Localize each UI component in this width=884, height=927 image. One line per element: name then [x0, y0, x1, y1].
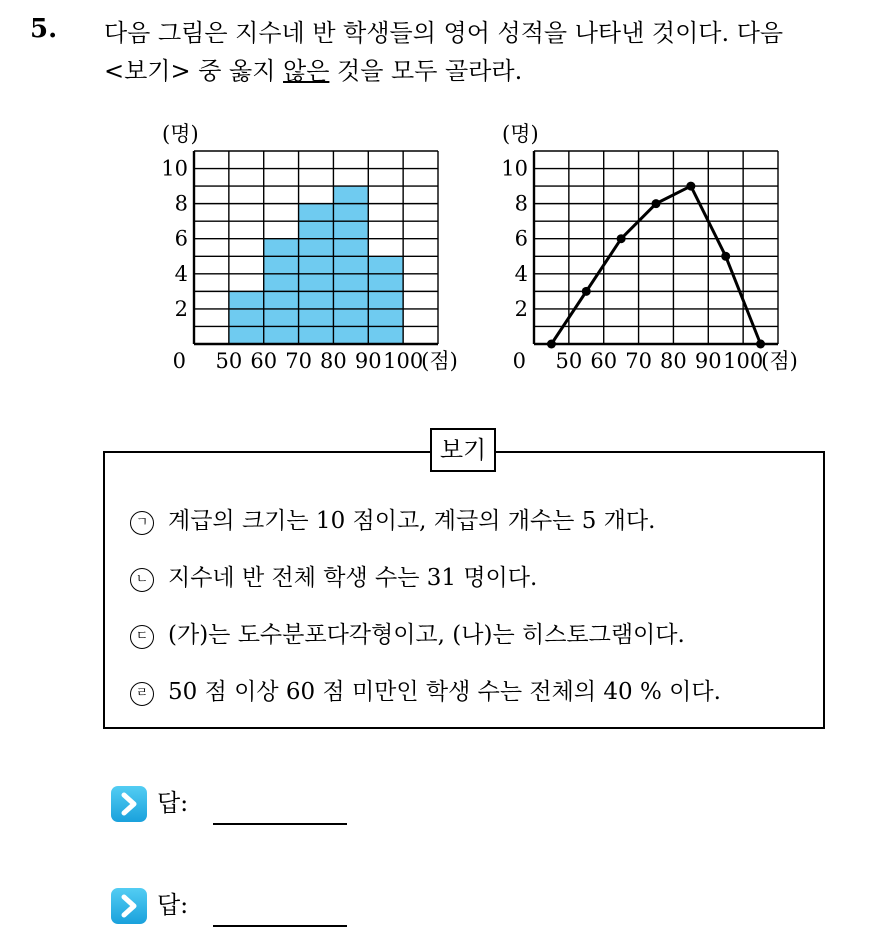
option-d-text: 50 점 이상 60 점 미만인 학생 수는 전체의 40 % 이다.	[168, 679, 721, 705]
option-c	[130, 616, 685, 649]
option-d	[130, 673, 721, 706]
x-tick-label: 70	[285, 349, 312, 373]
option-b	[130, 559, 537, 592]
x-unit-label: (점)	[761, 349, 798, 373]
polygon-line	[551, 186, 760, 344]
x-tick-label: 60	[250, 349, 278, 373]
y-tick-label: 8	[514, 191, 528, 216]
y-tick-label: 2	[514, 296, 528, 321]
option-d-marker: ㄹ	[130, 682, 154, 706]
chevron-right-icon	[111, 888, 147, 924]
histogram-bar	[368, 256, 403, 344]
frequency-polygon-chart	[490, 115, 830, 385]
question-line-2	[104, 52, 874, 90]
x-tick-label: 60	[590, 349, 618, 373]
data-point	[686, 182, 695, 191]
x-tick-label: 100	[723, 349, 764, 373]
y-tick-label: 6	[514, 226, 528, 251]
charts-area	[150, 115, 850, 385]
y-tick-label: 8	[174, 191, 188, 216]
histogram-bar	[229, 291, 264, 344]
option-c-marker: ㄷ	[130, 625, 154, 649]
question-stem	[104, 14, 874, 90]
y-unit-label: (명)	[502, 122, 539, 146]
data-point	[617, 234, 626, 243]
x-unit-label: (점)	[421, 349, 458, 373]
underlined-keyword: 않은	[283, 57, 330, 85]
x-tick-label: 70	[625, 349, 652, 373]
data-point	[756, 340, 765, 349]
origin-label: 0	[172, 349, 186, 373]
answer-row-2	[111, 886, 411, 926]
x-tick-label: 90	[354, 349, 382, 373]
y-tick-label: 2	[174, 296, 188, 321]
y-tick-label: 4	[174, 261, 188, 286]
answer-row-1	[111, 784, 411, 824]
x-tick-label: 50	[215, 349, 243, 373]
y-tick-label: 10	[161, 156, 188, 181]
question-line-1: 다음 그림은 지수네 반 학생들의 영어 성적을 나타낸 것이다. 다음	[104, 19, 784, 47]
bogi-title: 보기	[430, 428, 496, 472]
x-tick-label: 80	[320, 349, 347, 373]
data-point	[547, 340, 556, 349]
x-tick-label: 90	[694, 349, 722, 373]
y-unit-label: (명)	[162, 122, 199, 146]
option-c-text: (가)는 도수분포다각형이고, (나)는 히스토그램이다.	[168, 622, 685, 648]
y-tick-label: 10	[501, 156, 528, 181]
question-line-2-pre: <보기> 중 옳지	[104, 57, 284, 85]
option-b-text: 지수네 반 전체 학생 수는 31 명이다.	[168, 565, 538, 591]
answer-label: 답:	[157, 789, 189, 817]
histogram-chart	[150, 115, 480, 385]
question-number: 5.	[30, 14, 58, 44]
origin-label: 0	[512, 349, 526, 373]
answer-blank-1[interactable]	[213, 823, 347, 825]
data-point	[652, 199, 661, 208]
y-tick-label: 6	[174, 226, 188, 251]
x-tick-label: 50	[555, 349, 583, 373]
chevron-right-icon	[111, 786, 147, 822]
option-a-marker: ㄱ	[130, 511, 154, 535]
option-a	[130, 502, 655, 535]
option-b-marker: ㄴ	[130, 568, 154, 592]
y-tick-label: 4	[514, 261, 528, 286]
histogram-bar	[333, 186, 368, 344]
answer-label: 답:	[157, 891, 189, 919]
data-point	[721, 252, 730, 261]
question-line-2-post: 것을 모두 골라라.	[329, 57, 523, 85]
x-tick-label: 100	[383, 349, 424, 373]
x-tick-label: 80	[660, 349, 687, 373]
data-point	[582, 287, 591, 296]
option-a-text: 계급의 크기는 10 점이고, 계급의 개수는 5 개다.	[168, 508, 656, 534]
